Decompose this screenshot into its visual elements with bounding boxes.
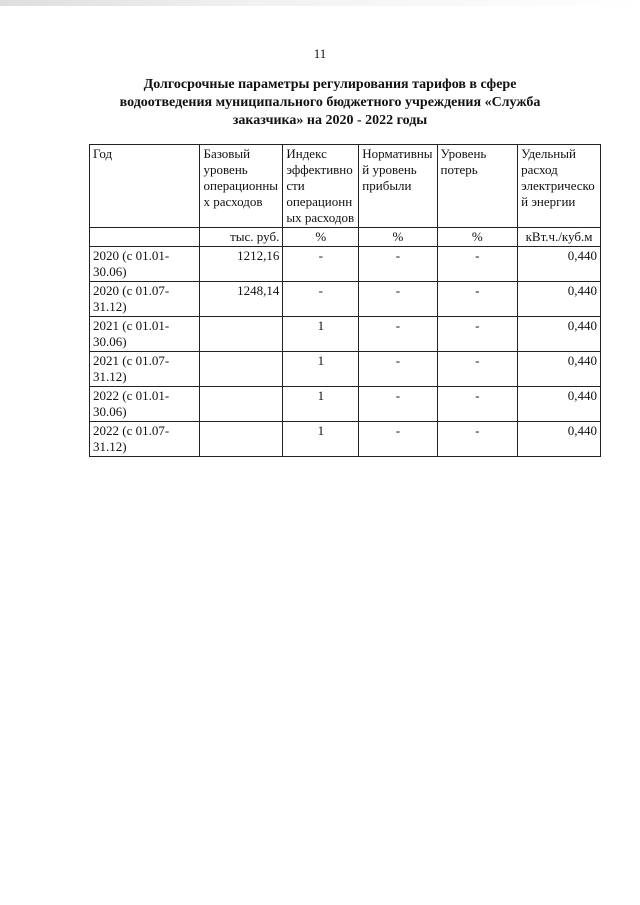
cell-loss-level: - bbox=[437, 422, 518, 457]
table-units-row bbox=[90, 228, 601, 247]
cell-profit-norm: - bbox=[359, 387, 437, 422]
cell-year: 2022 (с 01.07-31.12) bbox=[90, 422, 200, 457]
cell-year: 2020 (с 01.07-31.12) bbox=[90, 282, 200, 317]
unit-base-opex: тыс. руб. bbox=[200, 228, 283, 247]
cell-year: 2021 (с 01.07-31.12) bbox=[90, 352, 200, 387]
cell-energy-consumption: 0,440 bbox=[518, 282, 601, 317]
cell-loss-level: - bbox=[437, 387, 518, 422]
cell-base-opex bbox=[200, 317, 283, 352]
cell-efficiency-index: 1 bbox=[283, 387, 359, 422]
title-line-2: водоотведения муниципального бюджетного учреждения «Служба bbox=[119, 95, 541, 110]
header-year: Год bbox=[90, 145, 200, 228]
cell-efficiency-index: - bbox=[283, 247, 359, 282]
cell-year: 2021 (с 01.01-30.06) bbox=[90, 317, 200, 352]
tariff-parameters-table bbox=[89, 144, 601, 457]
table-row bbox=[90, 387, 601, 422]
table-row bbox=[90, 247, 601, 282]
cell-loss-level: - bbox=[437, 317, 518, 352]
cell-base-opex bbox=[200, 387, 283, 422]
header-base-opex: Базовый уровень операционных расходов bbox=[200, 145, 283, 228]
cell-profit-norm: - bbox=[359, 352, 437, 387]
title-line-1: Долгосрочные параметры регулирования тарифов в сфере bbox=[143, 77, 517, 92]
cell-energy-consumption: 0,440 bbox=[518, 352, 601, 387]
cell-year: 2022 (с 01.01-30.06) bbox=[90, 387, 200, 422]
cell-loss-level: - bbox=[437, 282, 518, 317]
cell-year: 2020 (с 01.01-30.06) bbox=[90, 247, 200, 282]
cell-profit-norm: - bbox=[359, 247, 437, 282]
cell-energy-consumption: 0,440 bbox=[518, 387, 601, 422]
table-header-row bbox=[90, 145, 601, 228]
unit-efficiency-index: % bbox=[283, 228, 359, 247]
cell-efficiency-index: 1 bbox=[283, 317, 359, 352]
page-number: 11 bbox=[313, 46, 327, 61]
cell-loss-level: - bbox=[437, 247, 518, 282]
document-title bbox=[95, 76, 565, 130]
cell-efficiency-index: - bbox=[283, 282, 359, 317]
cell-energy-consumption: 0,440 bbox=[518, 247, 601, 282]
unit-year bbox=[90, 228, 200, 247]
cell-base-opex bbox=[200, 422, 283, 457]
table-row bbox=[90, 422, 601, 457]
header-profit-norm: Нормативный уровень прибыли bbox=[359, 145, 437, 228]
cell-efficiency-index: 1 bbox=[283, 422, 359, 457]
cell-profit-norm: - bbox=[359, 282, 437, 317]
cell-profit-norm: - bbox=[359, 317, 437, 352]
title-line-3: заказчика» на 2020 - 2022 годы bbox=[232, 113, 428, 128]
cell-efficiency-index: 1 bbox=[283, 352, 359, 387]
cell-base-opex bbox=[200, 352, 283, 387]
unit-profit-norm: % bbox=[359, 228, 437, 247]
cell-base-opex: 1212,16 bbox=[200, 247, 283, 282]
scan-edge-artifact bbox=[0, 0, 640, 6]
cell-energy-consumption: 0,440 bbox=[518, 317, 601, 352]
header-loss-level: Уровень потерь bbox=[437, 145, 518, 228]
cell-profit-norm: - bbox=[359, 422, 437, 457]
cell-energy-consumption: 0,440 bbox=[518, 422, 601, 457]
table-row bbox=[90, 317, 601, 352]
cell-base-opex: 1248,14 bbox=[200, 282, 283, 317]
unit-energy-consumption: кВт.ч./куб.м bbox=[518, 228, 601, 247]
table-row bbox=[90, 282, 601, 317]
cell-loss-level: - bbox=[437, 352, 518, 387]
header-energy-consumption: Удельный расход электрической энергии bbox=[518, 145, 601, 228]
table-row bbox=[90, 352, 601, 387]
unit-loss-level: % bbox=[437, 228, 518, 247]
header-efficiency-index: Индекс эффективности операционных расходов bbox=[283, 145, 359, 228]
